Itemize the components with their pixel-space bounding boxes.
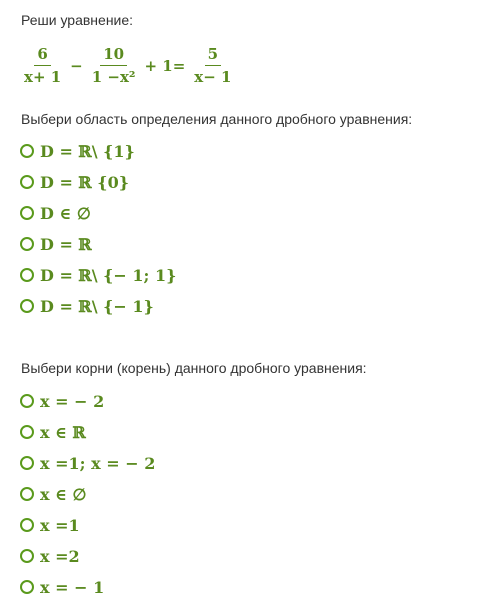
option-label: x ∈ ∅ [40,484,87,504]
fraction-term1 [21,47,64,85]
task-title: Реши уравнение: [21,12,134,28]
option-label: D = ℝ\ {1} [40,141,135,161]
radio-button[interactable] [20,580,34,594]
term2-denominator: 1 −x² [91,68,136,86]
roots-option-6[interactable] [20,545,80,567]
roots-option-4[interactable] [20,483,86,505]
radio-button[interactable] [20,237,34,251]
option-label: x =1 [40,515,80,535]
option-label: x =1; x = − 2 [40,453,156,473]
radio-button[interactable] [20,268,34,282]
plus-one-equals: + 1= [144,57,186,75]
option-label: D = ℝ\ {− 1; 1} [40,265,177,285]
rhs-numerator: 5 [205,47,221,66]
option-label: D = ℝ\ {− 1} [40,296,154,316]
roots-option-1[interactable] [20,390,104,412]
domain-option-3[interactable] [20,202,91,224]
question2-prompt: Выбери корни (корень) данного дробного уравнения: [21,360,367,376]
option-label: D = ℝ {0} [40,172,129,192]
radio-button[interactable] [20,206,34,220]
term1-numerator: 6 [34,47,50,66]
roots-option-2[interactable] [20,421,86,443]
option-label: x = − 1 [40,577,105,597]
radio-button[interactable] [20,425,34,439]
option-label: D ∈ ∅ [40,203,91,223]
radio-button[interactable] [20,144,34,158]
domain-option-1[interactable] [20,140,135,162]
fraction-term2 [89,47,139,85]
roots-option-3[interactable] [20,452,155,474]
option-label: x = − 2 [40,391,105,411]
radio-button[interactable] [20,487,34,501]
fraction-rhs [191,47,234,85]
radio-button[interactable] [20,299,34,313]
radio-button[interactable] [20,175,34,189]
domain-option-4[interactable] [20,233,92,255]
question1-prompt: Выбери область определения данного дробного уравнения: [21,111,413,127]
option-label: x =2 [40,546,80,566]
term1-denominator: x+ 1 [24,68,62,86]
domain-option-6[interactable] [20,295,154,317]
rhs-denominator: x− 1 [194,68,232,86]
radio-button[interactable] [20,549,34,563]
roots-option-7[interactable] [20,576,104,598]
option-label: x ∈ ℝ [40,422,86,442]
equation [21,43,234,89]
radio-button[interactable] [20,518,34,532]
roots-option-5[interactable] [20,514,80,536]
domain-option-5[interactable] [20,264,176,286]
option-label: D = ℝ [40,234,92,254]
term2-numerator: 10 [100,47,127,66]
radio-button[interactable] [20,456,34,470]
radio-button[interactable] [20,394,34,408]
domain-option-2[interactable] [20,171,129,193]
minus-operator: − [70,57,83,75]
